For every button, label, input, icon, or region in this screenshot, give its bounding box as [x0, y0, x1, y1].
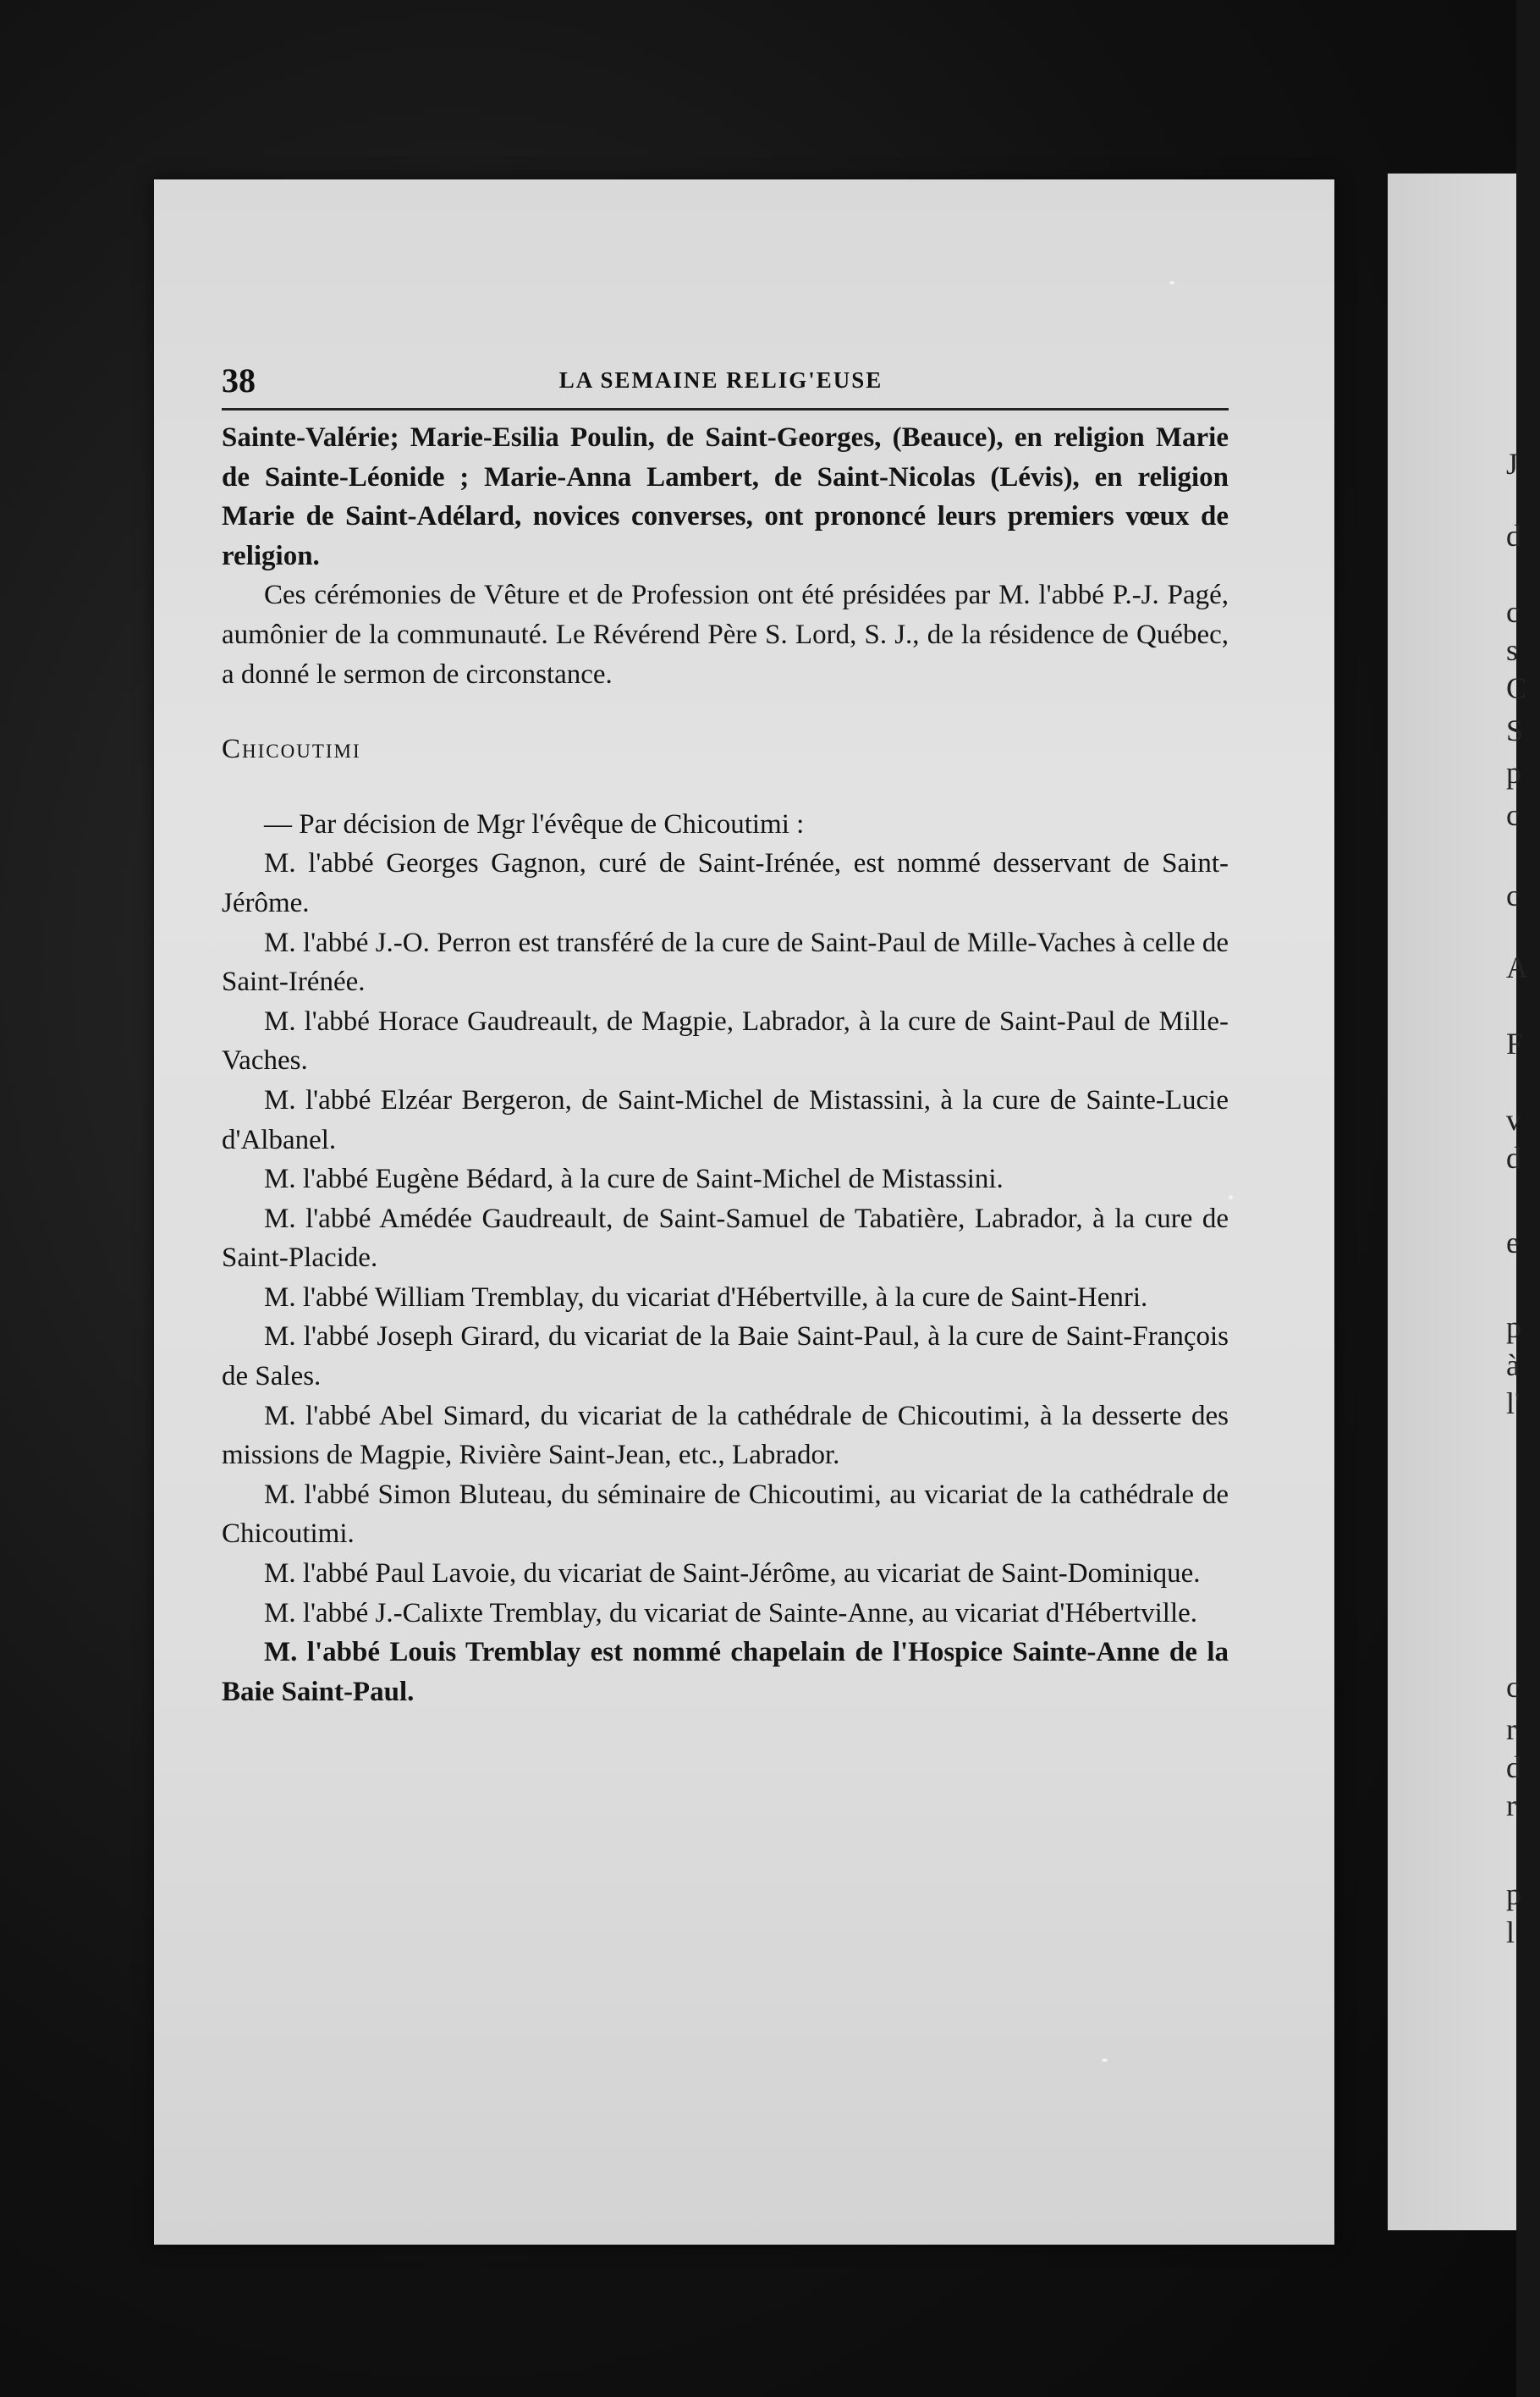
- paper-speck: [1169, 281, 1174, 284]
- adjacent-page-fragment: e: [1506, 1226, 1520, 1259]
- adjacent-page-fragment: p: [1506, 1310, 1521, 1344]
- adjacent-page-fragment: c: [1506, 595, 1520, 629]
- paragraph: Sainte-Valérie; Marie-Esilia Poulin, de Saint-Georges, (Beauce), en religion Marie de Sainte-Léonide ; Marie-Anna Lambert, de Saint-Nicolas (Lévis), en religion Marie de Saint-Adélard, novices converses, ont prononcé leurs premiers vœux de religion.: [222, 422, 1229, 571]
- adjacent-page-fragment: c: [1506, 879, 1520, 912]
- page-number: 38: [222, 361, 256, 400]
- page-header: [222, 355, 1229, 406]
- paragraph: Ces cérémonies de Vêture et de Profession ont été présidées par M. l'abbé P.-J. Pagé, aumônier de la communauté. Le Révérend Père S. Lord, S. J., de la résidence de Québec, a donné le sermon de circonstance.: [222, 580, 1229, 690]
- adjacent-page-fragment: r: [1506, 1788, 1516, 1822]
- adjacent-page-fragment: c: [1506, 798, 1520, 832]
- adjacent-page-fragment: d: [1506, 1750, 1521, 1784]
- section-title: Chicoutimi: [222, 734, 361, 765]
- paragraph: M. l'abbé Amédée Gaudreault, de Saint-Samuel de Tabatière, Labrador, à la cure de Saint-Placide.: [222, 1203, 1229, 1274]
- paragraph: M. l'abbé William Tremblay, du vicariat d'Hébertville, à la cure de Saint-Henri.: [264, 1281, 1148, 1313]
- paragraph: M. l'abbé J.-Calixte Tremblay, du vicariat de Sainte-Anne, au vicariat d'Hébertville.: [264, 1597, 1198, 1628]
- paragraph: M. l'abbé Joseph Girard, du vicariat de la Baie Saint-Paul, à la cure de Saint-François de Sales.: [222, 1321, 1229, 1392]
- adjacent-page-fragment: F: [1506, 1027, 1524, 1061]
- adjacent-page-fragment: p: [1506, 756, 1521, 790]
- adjacent-page-fragment: à: [1506, 1348, 1520, 1382]
- paragraph: M. l'abbé Elzéar Bergeron, de Saint-Michel de Mistassini, à la cure de Sainte-Lucie d'Albanel.: [222, 1084, 1229, 1155]
- adjacent-page-fragment: c: [1506, 1670, 1520, 1704]
- paragraph: M. l'abbé J.-O. Perron est transféré de la cure de Saint-Paul de Mille-Vaches à celle de Saint-Irénée.: [222, 927, 1229, 998]
- adjacent-page-fragment: s: [1506, 633, 1519, 667]
- adjacent-page-fragment: p: [1506, 1877, 1521, 1911]
- adjacent-page-fragment: r: [1506, 1712, 1516, 1746]
- adjacent-page-fragment: J: [1506, 447, 1519, 481]
- header-rule: [222, 408, 1229, 411]
- adjacent-page-fragment: l': [1506, 1386, 1521, 1420]
- paragraph: — Par décision de Mgr l'évêque de Chicoutimi :: [264, 808, 805, 840]
- paragraph: M. l'abbé Horace Gaudreault, de Magpie, Labrador, à la cure de Saint-Paul de Mille-Vaches.: [222, 1006, 1229, 1077]
- paragraph: M. l'abbé Georges Gagnon, curé de Saint-Irénée, est nommé desservant de Saint-Jérôme.: [222, 848, 1229, 918]
- adjacent-page-edge: [1388, 174, 1528, 2230]
- article-body: [222, 418, 1229, 1711]
- paper-speck: [1102, 2058, 1108, 2062]
- paragraph: M. l'abbé Paul Lavoie, du vicariat de Saint-Jérôme, au vicariat de Saint-Dominique.: [264, 1558, 1201, 1590]
- running-head: LA SEMAINE RELIG'EUSE: [558, 367, 883, 393]
- adjacent-page-fragment: d: [1506, 1141, 1521, 1175]
- adjacent-page-fragment: C: [1506, 671, 1527, 705]
- adjacent-page-fragment: S: [1506, 714, 1524, 747]
- adjacent-page-fragment: A: [1506, 951, 1528, 984]
- paragraph: M. l'abbé Abel Simard, du vicariat de la cathédrale de Chicoutimi, à la desserte des missions de Magpie, Rivière Saint-Jean, etc., Labrador.: [222, 1400, 1229, 1471]
- paragraph: M. l'abbé Eugène Bédard, à la cure de Saint-Michel de Mistassini.: [264, 1164, 1004, 1195]
- paragraph: M. l'abbé Louis Tremblay est nommé chapelain de l'Hospice Sainte-Anne de la Baie Saint-Paul.: [222, 1637, 1229, 1707]
- adjacent-page-fragment: d: [1506, 519, 1521, 553]
- paragraph: M. l'abbé Simon Bluteau, du séminaire de Chicoutimi, au vicariat de la cathédrale de Chicoutimi.: [222, 1479, 1229, 1550]
- paper-speck: [1229, 1195, 1233, 1199]
- adjacent-page-fragment: v: [1506, 1103, 1521, 1137]
- adjacent-page-fragment: l: [1506, 1915, 1515, 1949]
